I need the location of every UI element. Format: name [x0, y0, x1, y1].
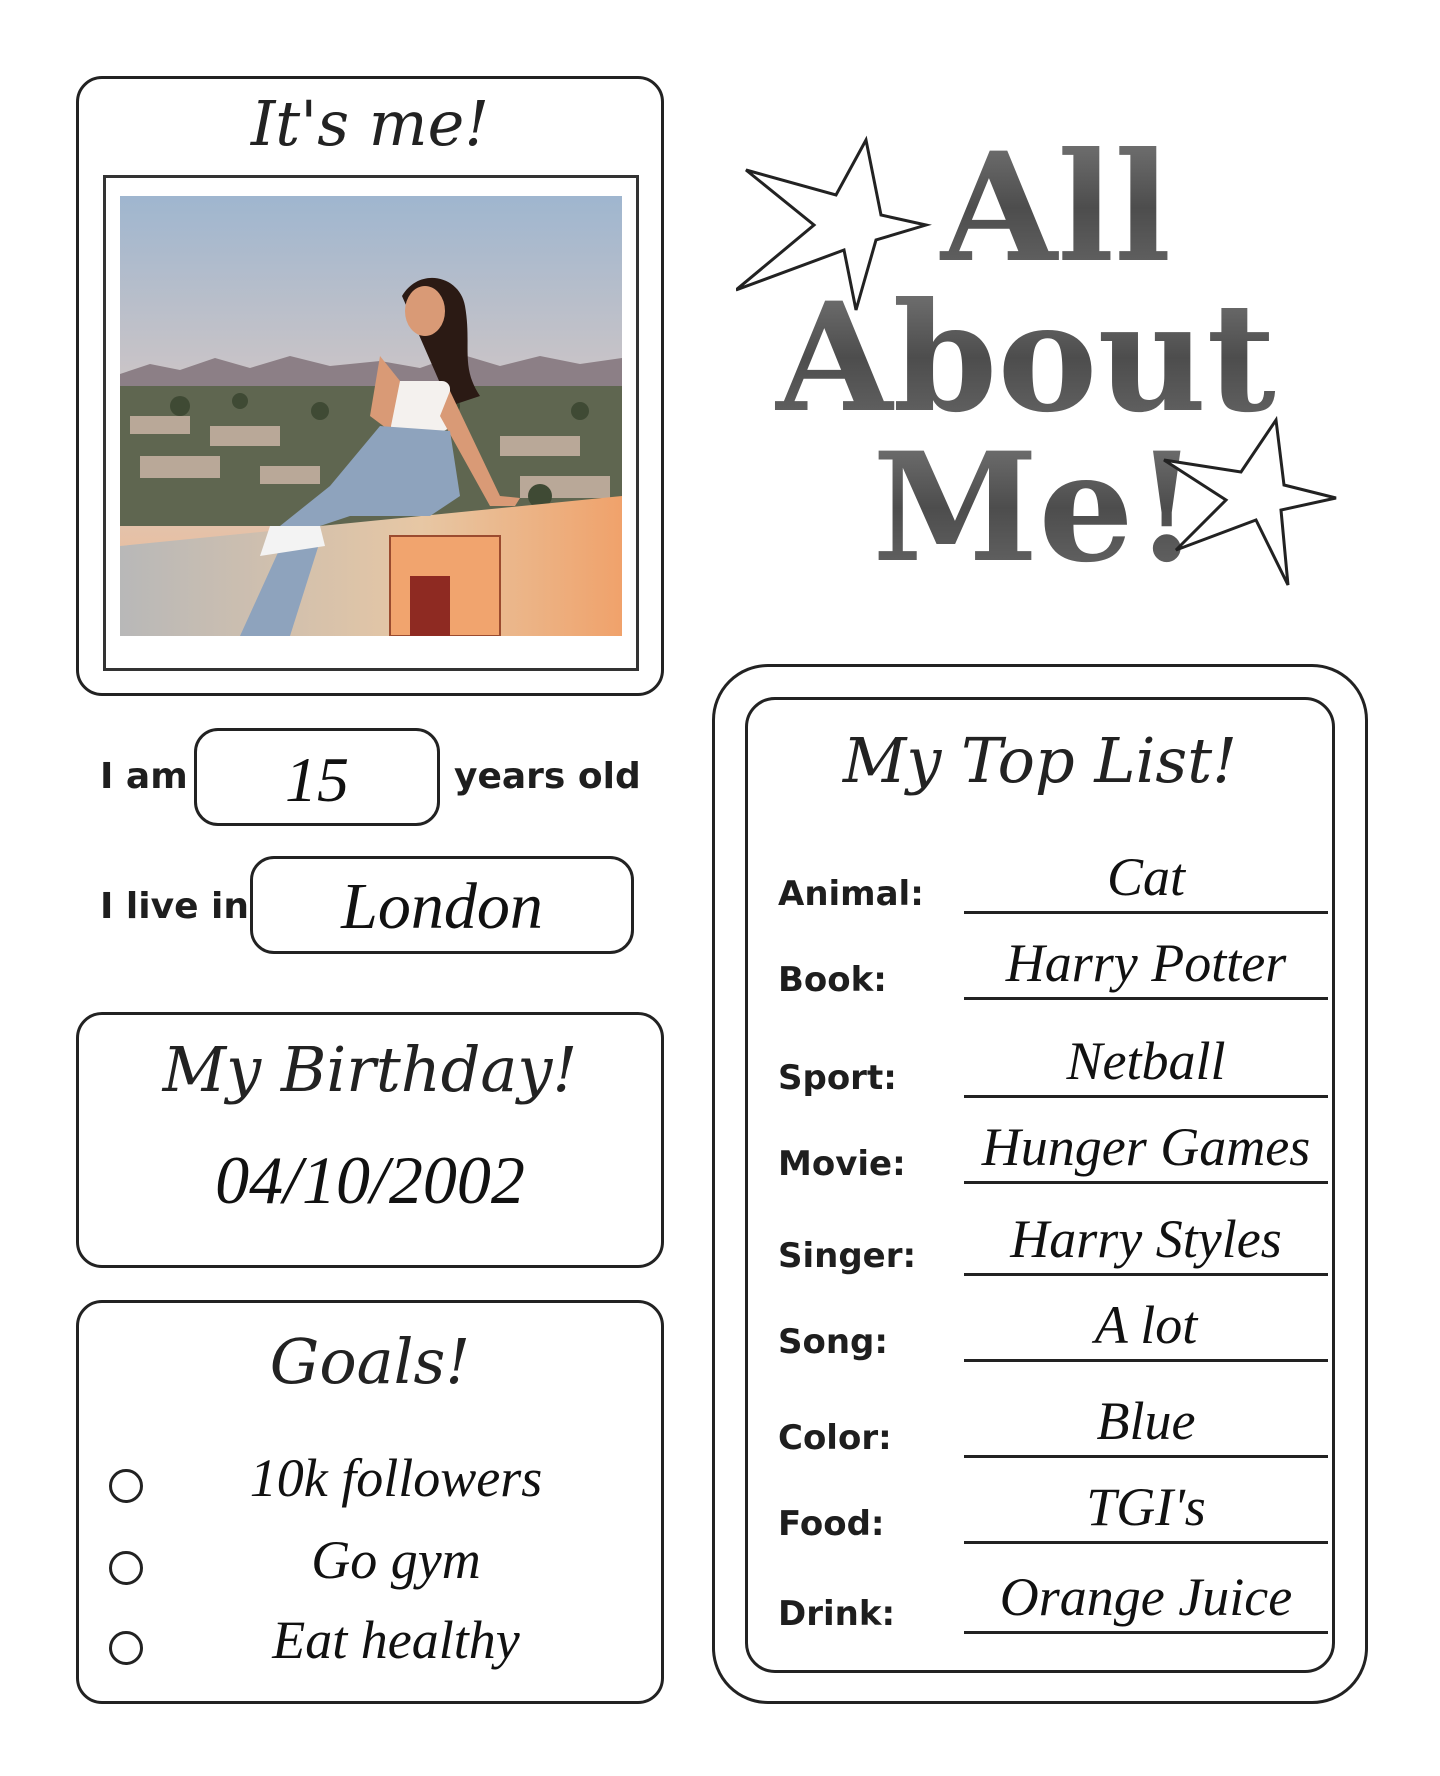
photo-card-title: It's me!: [250, 87, 490, 160]
goal-checkbox[interactable]: [109, 1551, 143, 1585]
goal-checkbox[interactable]: [109, 1631, 143, 1665]
top-list-value[interactable]: Hunger Games: [981, 1117, 1311, 1177]
top-list-line: [964, 1455, 1328, 1458]
profile-photo-drawing: [120, 196, 622, 636]
age-suffix: years old: [454, 756, 641, 797]
profile-photo: [120, 196, 622, 636]
top-list-row: [778, 1477, 1318, 1544]
top-list-label: Movie:: [778, 1144, 906, 1184]
top-list-line: [964, 1095, 1328, 1098]
photo-card: [76, 76, 664, 696]
top-list-label: Drink:: [778, 1594, 896, 1634]
top-list-row: [778, 1117, 1318, 1184]
top-list-card: [712, 664, 1368, 1704]
top-list-value[interactable]: A lot: [1094, 1295, 1198, 1355]
top-list-line: [964, 911, 1328, 914]
age-prefix: I am: [100, 756, 188, 797]
goals-card: [76, 1300, 664, 1704]
goal-text: Go gym: [311, 1530, 481, 1590]
goal-item: [109, 1448, 629, 1513]
top-list-row: [778, 1031, 1318, 1098]
top-list-line: [964, 1359, 1328, 1362]
title-line-me: Me!: [872, 420, 1200, 596]
goal-item: [109, 1530, 629, 1595]
top-list-row: [778, 1209, 1318, 1276]
top-list-row: [778, 1567, 1318, 1634]
top-list-label: Sport:: [778, 1058, 897, 1098]
goal-checkbox[interactable]: [109, 1469, 143, 1503]
top-list-value[interactable]: TGI's: [1086, 1477, 1206, 1537]
top-list-line: [964, 1631, 1328, 1634]
top-list-label: Book:: [778, 960, 887, 1000]
top-list-label: Animal:: [778, 874, 924, 914]
city-value: London: [341, 870, 543, 943]
top-list-line: [964, 997, 1328, 1000]
top-list-row: [778, 847, 1318, 914]
title-line-about: About: [776, 270, 1276, 446]
age-field[interactable]: [194, 728, 440, 826]
birthday-card: [76, 1012, 664, 1268]
birthday-title: My Birthday!: [162, 1033, 578, 1106]
birthday-value[interactable]: 04/10/2002: [215, 1142, 525, 1218]
top-list-label: Singer:: [778, 1236, 917, 1276]
top-list-label: Food:: [778, 1504, 885, 1544]
all-about-me-title: [736, 120, 1360, 600]
title-line-all: All: [940, 120, 1172, 296]
top-list-value[interactable]: Orange Juice: [999, 1567, 1293, 1627]
top-list-label: Color:: [778, 1418, 892, 1458]
top-list-row: [778, 1295, 1318, 1362]
city-field[interactable]: [250, 856, 634, 954]
top-list-value[interactable]: Harry Styles: [1010, 1209, 1282, 1269]
top-list-value[interactable]: Netball: [1066, 1031, 1226, 1091]
goal-text: Eat healthy: [272, 1610, 520, 1670]
goal-item: [109, 1610, 629, 1675]
top-list-row: [778, 933, 1318, 1000]
top-list-value[interactable]: Blue: [1096, 1391, 1196, 1451]
photo-frame: [103, 175, 639, 671]
top-list-title: My Top List!: [842, 724, 1238, 797]
top-list-label: Song:: [778, 1322, 888, 1362]
top-list-line: [964, 1541, 1328, 1544]
goal-text: 10k followers: [249, 1448, 543, 1508]
top-list-inner: [745, 697, 1335, 1673]
top-list-value[interactable]: Cat: [1106, 847, 1186, 907]
age-value: 15: [285, 744, 349, 815]
top-list-line: [964, 1273, 1328, 1276]
top-list-value[interactable]: Harry Potter: [1005, 933, 1287, 993]
top-list-row: [778, 1391, 1318, 1458]
goals-title: Goals!: [269, 1325, 471, 1398]
city-prefix: I live in: [100, 886, 249, 927]
top-list-line: [964, 1181, 1328, 1184]
